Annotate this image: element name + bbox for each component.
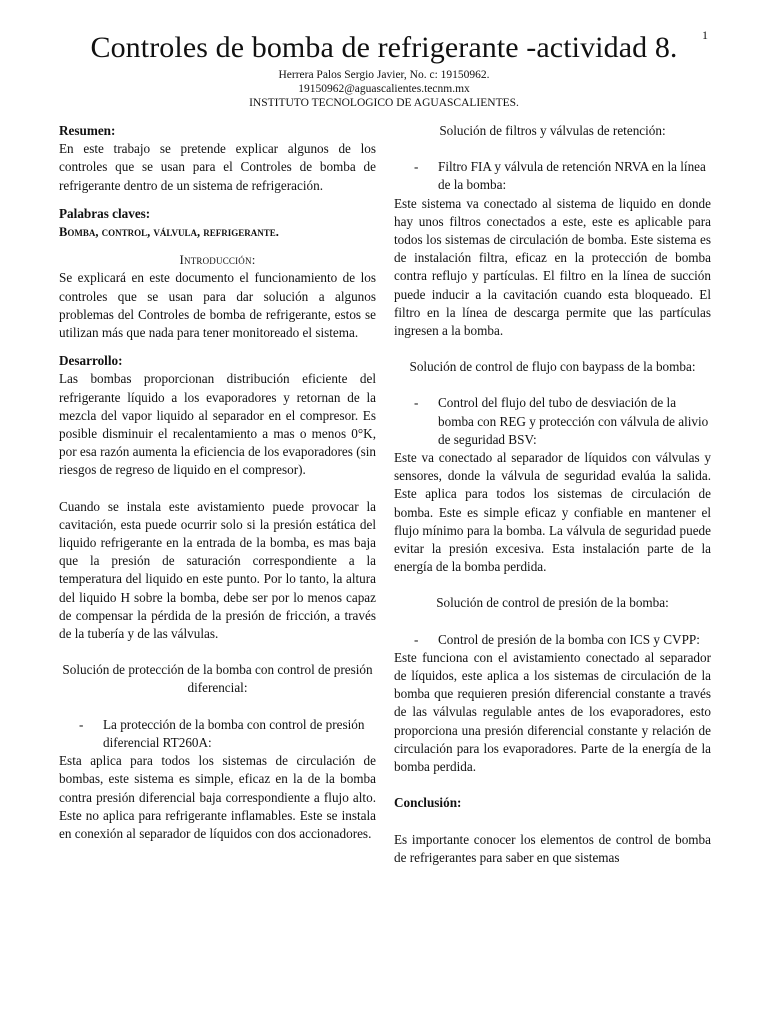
conclusion-text: Es importante conocer los elementos de control de bomba de refrigerantes para saber en que sistemas (394, 831, 711, 865)
bullet-dash: - (414, 395, 419, 411)
conclusion-heading: Conclusión: (394, 795, 462, 811)
bullet-text: Control del flujo del tubo de desviación de la bomba con REG y protección con válvula de alivio de seguridad BSV: (438, 395, 709, 447)
bullet-text: Control de presión de la bomba con ICS y CVPP: (438, 631, 700, 647)
solucion-1-text: Esta aplica para todos los sistemas de circulación de bombas, este sistema es simple, eficaz en la de la bomba contra presión diferencial baja correspondiente a flujo alto. Este no aplica para refrigerante inflamables. Este se instala en conexión al separador de líquidos con dos accionadores. (59, 753, 376, 841)
keywords-list: Bomba, control, válvula, refrigerante. (59, 225, 279, 240)
introduction-heading: Introducción: (179, 252, 256, 268)
solucion-2-bullet (394, 158, 711, 194)
left-column (59, 122, 376, 843)
resumen-text: En este trabajo se pretende explicar algunos de los controles que se usan para el Controles de bomba de refrigerante dentro de un sistema de refrigeración. (59, 141, 376, 193)
keywords-heading: Palabras claves: (59, 205, 151, 221)
author-institute: INSTITUTO TECNOLOGICO DE AGUASCALIENTES. (249, 97, 519, 109)
paper-title: Controles de bomba de refrigerante -actividad 8. (90, 31, 678, 64)
desarrollo-heading: Desarrollo: (59, 353, 123, 369)
solucion-2-text: Este sistema va conectado al sistema de liquido en donde hay unos filtros conectados a este, este es aplicable para todos los sistemas de circulación de bomba. Este sistema es de instalación filtra, eficaz en la protección de bomba contra reflujo y partículas. El filtro en la línea de succión puede inducir a la cavitación cuando esta bloqueado. El filtro en la línea de descarga permite que las partículas ingresen a la bomba. (394, 195, 711, 339)
resumen-heading: Resumen: (59, 123, 116, 138)
author-email: 19150962@aguascalientes.tecnm.mx (298, 83, 470, 95)
solucion-3-heading: Solución de control de flujo con baypass de la bomba: (409, 359, 696, 375)
bullet-dash: - (79, 716, 84, 732)
solucion-3-bullet (394, 394, 711, 449)
bullet-dash: - (414, 159, 419, 175)
solucion-4-heading: Solución de control de presión de la bomba: (436, 595, 669, 611)
solucion-4-text: Este funciona con el avistamiento conectado al separador de líquidos, este aplica a los sistemas de circulación de la bomba que requieren presión diferencial constante a través de las válvulas regulable antes de los evaporadores, esto proporciona una presión diferencial constante y relación de circulación para los evaporadores. Parte de la energía de la bomba perdida. (394, 649, 711, 775)
solucion-4-bullet (394, 631, 711, 649)
bullet-text: La protección de la bomba con control de presión diferencial RT260A: (103, 716, 365, 750)
solucion-2-heading: Solución de filtros y válvulas de retención: (439, 123, 666, 138)
solucion-1-heading: Solución de protección de la bomba con control de presión diferencial: (62, 662, 373, 696)
solucion-3-text: Este va conectado al separador de líquidos con válvulas y sensores, donde la válvula de seguridad evalúa la salida. Este aplica para todos los sistemas de circulación de bomba. Este es simple eficaz y confiable en mantener el flujo mínimo para la bomba. La válvula de seguridad puede evitar la presión excesiva. Esta instalación parte de la energía de la bomba perdida. (394, 450, 711, 575)
desarrollo-paragraph-2: Cuando se instala este avistamiento puede provocar la cavitación, esta puede ocurrir solo si la presión estática del liquido refrigerante en la entrada de la bomba, es mas baja que la presión de saturación correspondiente a la temperatura del liquido en este punto. Por lo tanto, la altura del liquido H sobre la bomba, debe ser por lo menos capaz de compensar la pérdida de la presión de fricción, a través de la tubería y de las válvulas. (59, 498, 376, 642)
solucion-1-bullet (59, 716, 376, 752)
author-block (0, 68, 768, 110)
author-name-line: Herrera Palos Sergio Javier, No. c: 19150962. (278, 69, 490, 81)
bullet-text: Filtro FIA y válvula de retención NRVA en la línea de la bomba: (438, 159, 706, 193)
introduction-text: Se explicará en este documento el funcionamiento de los controles que se usan para dar solución a algunos problemas del Controles de bomba de refrigerante, estos se utilizan más que nada para tener monitoreado el sistema. (59, 270, 376, 341)
bullet-dash: - (414, 631, 419, 647)
desarrollo-paragraph-1: Las bombas proporcionan distribución eficiente del refrigerante líquido a los evaporadores y retornan de la mezcla del vapor liquido al separador en el compresor. Es posible disminuir el recalentamiento a mas o menos 0°K, por esa razón aumenta la eficiencia de los evaporadores (sin riesgos de regreso de liquido en el compresor). (59, 371, 376, 478)
right-column (394, 122, 711, 867)
page-number: 1 (702, 28, 708, 42)
